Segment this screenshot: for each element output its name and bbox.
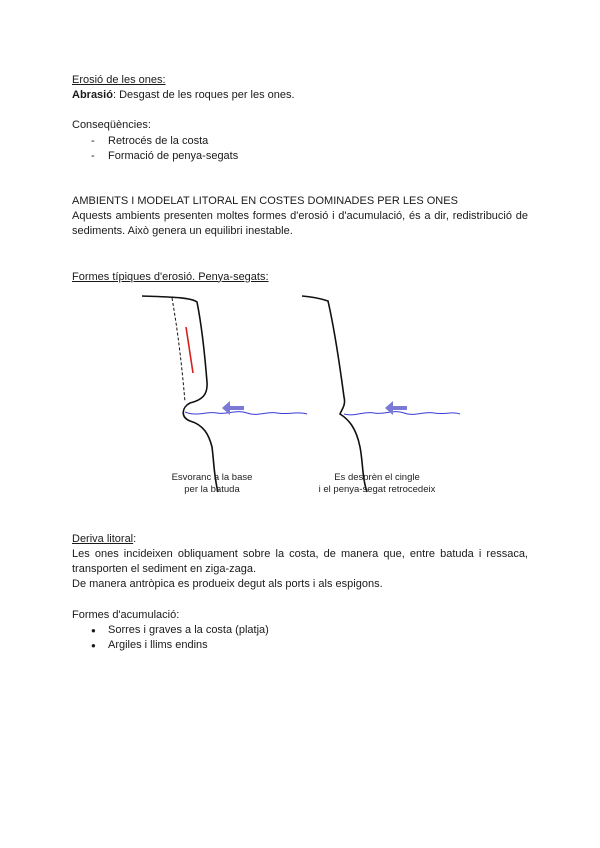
left-caption-line1: Esvoranc a la base [171, 471, 253, 483]
ambients-body: Aquests ambients presenten moltes formes d'erosió i d'acumulació, és a dir, redistribució de sediments. Això genera un equilibri inestable. [72, 210, 528, 238]
abrasion-definition [72, 88, 528, 103]
drift-heading-suffix: : [133, 532, 137, 545]
list-item: - Retrocés de la costa [91, 134, 528, 149]
ambients-heading: AMBIENTS I MODELAT LITORAL EN COSTES DOMINADES PER LES ONES [72, 195, 458, 208]
left-caption [142, 472, 282, 496]
consequences-title: Conseqüències: [72, 119, 151, 132]
list-item: ● Argiles i llims endins [91, 638, 528, 653]
consequences-list [72, 134, 528, 164]
right-wave [344, 411, 460, 414]
drift-heading: Deriva litoral [72, 532, 134, 545]
crack-line [186, 327, 193, 373]
right-cliff-profile [302, 296, 367, 492]
left-cliff-profile [142, 296, 218, 492]
document-page [72, 73, 528, 653]
cliffs-heading: Formes típiques d'erosió. Penya-segats: [72, 270, 269, 283]
drift-body: Les ones incideixen obliquament sobre la costa, de manera que, entre batuda i ressaca, transporten el sediment en ziga-zaga. [72, 548, 528, 576]
drift-heading-line [72, 532, 528, 547]
accumulation-list [72, 623, 528, 653]
list-item: ● Sorres i graves a la costa (platja) [91, 623, 528, 638]
abrasion-text: : Desgast de les roques per les ones. [112, 89, 295, 102]
abrasion-term: Abrasió [72, 89, 113, 102]
erosion-heading: Erosió de les ones: [72, 74, 166, 86]
list-item: - Formació de penya-segats [91, 149, 528, 164]
left-cliff-dashed-edge [172, 298, 185, 402]
cliff-figure [72, 287, 528, 532]
right-caption [297, 472, 457, 496]
accumulation-title: Formes d'acumulació: [72, 608, 180, 621]
left-caption-line2: per la batuda [184, 483, 240, 495]
right-caption-line1: Es desprèn el cingle [334, 471, 420, 483]
drift-body2: De manera antròpica es produeix degut als ports i als espigons. [72, 578, 383, 591]
right-caption-line2: i el penya-segat retrocedeix [318, 483, 436, 495]
left-wave [185, 411, 307, 414]
